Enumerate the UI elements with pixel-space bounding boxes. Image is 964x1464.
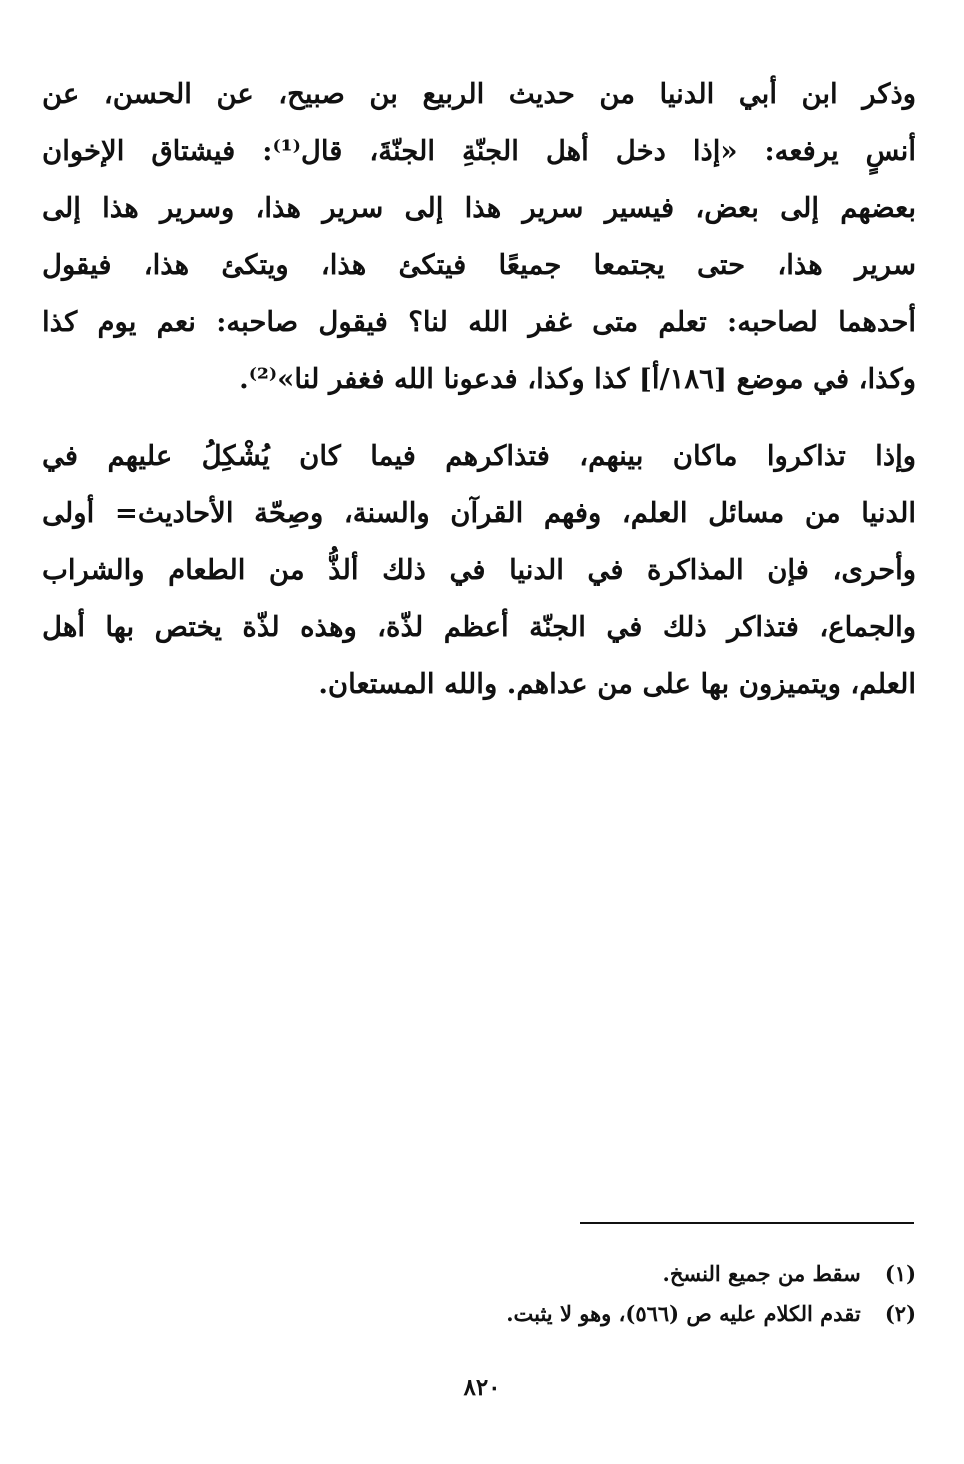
paragraph-2 [42,428,916,713]
footnote-divider [580,1222,914,1224]
footnote-number: (١) [884,1261,916,1286]
text-line: أحدهما لصاحبه: تعلم متى غفر الله لنا؟ فيقول صاحبه: نعم يوم كذا [42,306,916,338]
text-line: الدنيا من مسائل العلم، وفهم القرآن والسنة، وصِحّة الأحاديث= أولى [42,497,916,529]
text-line: وذكر ابن أبي الدنيا من حديث الربيع بن صبيح، عن الحسن، عن [42,78,916,110]
text-line: بعضهم إلى بعض، فيسير سرير هذا إلى سرير هذا، وسرير هذا إلى [42,192,916,224]
text-line: وكذا، في موضع [١٨٦/أ] كذا وكذا، فدعونا الله فغفر لنا»⁽²⁾. [239,363,916,395]
footnote-1 [300,1254,916,1294]
footnote-2 [300,1294,916,1334]
text-line: أنسٍ يرفعه: «إذا دخل أهل الجنّةِ الجنّةَ، قال⁽¹⁾: فيشتاق الإخوان [42,135,916,167]
text-line: والجماع، فتذاكر ذلك في الجنّة أعظم لذّة، وهذه لذّة يختص بها أهل [42,611,916,643]
text-line: سرير هذا، حتى يجتمعا جميعًا فيتكئ هذا، ويتكئ هذا، فيقول [42,249,916,281]
text-line: العلم، ويتميزون بها على من عداهم. والله المستعان. [318,668,916,700]
page-number: ٨٢٠ [463,1374,501,1401]
footnote-number: (٢) [884,1301,916,1326]
footnotes [300,1254,916,1334]
paragraph-1 [42,66,916,408]
footnote-text: تقدم الكلام عليه ص (٥٦٦)، وهو لا يثبت. [506,1301,861,1326]
footnote-text: سقط من جميع النسخ. [662,1261,861,1286]
text-line: وأحرى، فإن المذاكرة في الدنيا في ذلك ألذُّ من الطعام والشراب [42,554,916,586]
text-line: وإذا تذاكروا ماكان بينهم، فتذاكرهم فيما كان يُشْكِلُ عليهم في [42,440,916,472]
